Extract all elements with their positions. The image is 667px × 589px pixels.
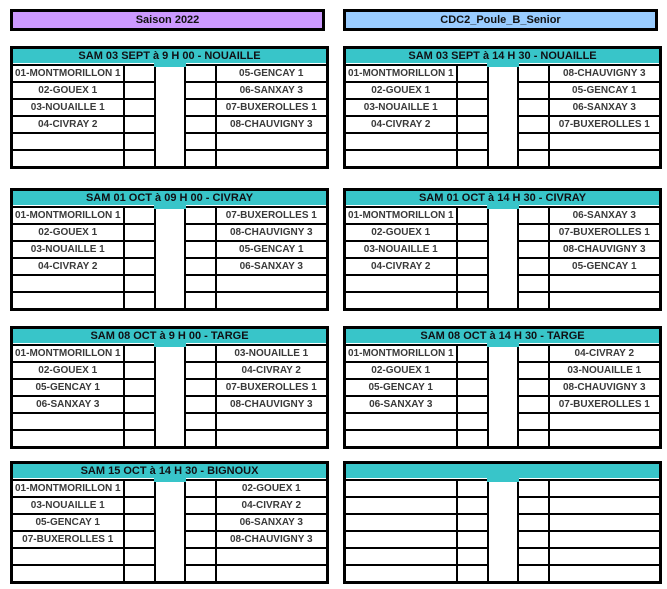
score-cell bbox=[457, 82, 488, 99]
team-cell-left: 01-MONTMORILLON 1 bbox=[345, 345, 457, 362]
team-cell-left: 01-MONTMORILLON 1 bbox=[345, 207, 457, 224]
team-cell-left bbox=[12, 548, 124, 565]
score-cell bbox=[185, 430, 216, 448]
team-cell-left: 07-BUXEROLLES 1 bbox=[12, 531, 124, 548]
team-cell-left: 01-MONTMORILLON 1 bbox=[345, 65, 457, 82]
team-cell-left bbox=[345, 548, 457, 565]
score-cell bbox=[185, 531, 216, 548]
team-cell-left bbox=[345, 531, 457, 548]
middle-spacer-cell bbox=[155, 207, 185, 310]
score-cell bbox=[124, 430, 155, 448]
team-cell-left bbox=[345, 133, 457, 150]
score-cell bbox=[185, 224, 216, 241]
score-cell bbox=[518, 241, 549, 258]
team-cell-left: 03-NOUAILLE 1 bbox=[12, 99, 124, 116]
score-cell bbox=[124, 150, 155, 168]
score-cell bbox=[185, 150, 216, 168]
score-cell bbox=[185, 116, 216, 133]
team-cell-right: 07-BUXEROLLES 1 bbox=[549, 396, 661, 413]
team-cell-right bbox=[549, 480, 661, 497]
score-cell bbox=[185, 548, 216, 565]
team-cell-right: 03-NOUAILLE 1 bbox=[216, 345, 328, 362]
score-cell bbox=[457, 379, 488, 396]
score-cell bbox=[457, 514, 488, 531]
score-cell bbox=[457, 396, 488, 413]
middle-spacer-cell bbox=[488, 207, 518, 310]
team-cell-left: 04-CIVRAY 2 bbox=[12, 116, 124, 133]
match-row bbox=[345, 480, 661, 497]
score-cell bbox=[518, 548, 549, 565]
team-cell-left bbox=[12, 430, 124, 448]
team-cell-left: 03-NOUAILLE 1 bbox=[345, 241, 457, 258]
score-cell bbox=[518, 258, 549, 275]
team-cell-right: 08-CHAUVIGNY 3 bbox=[216, 224, 328, 241]
score-cell bbox=[457, 430, 488, 448]
score-cell bbox=[457, 497, 488, 514]
team-cell-left: 03-NOUAILLE 1 bbox=[12, 497, 124, 514]
score-cell bbox=[518, 224, 549, 241]
score-cell bbox=[124, 480, 155, 497]
team-cell-right bbox=[216, 565, 328, 583]
score-cell bbox=[518, 514, 549, 531]
middle-spacer-cell bbox=[155, 65, 185, 168]
score-cell bbox=[518, 430, 549, 448]
score-cell bbox=[518, 292, 549, 310]
match-block bbox=[343, 46, 662, 169]
score-cell bbox=[185, 99, 216, 116]
score-cell bbox=[124, 565, 155, 583]
score-cell bbox=[185, 82, 216, 99]
team-cell-right bbox=[216, 430, 328, 448]
score-cell bbox=[185, 133, 216, 150]
team-cell-right: 06-SANXAY 3 bbox=[216, 514, 328, 531]
score-cell bbox=[124, 133, 155, 150]
team-cell-left bbox=[345, 150, 457, 168]
team-cell-left: 01-MONTMORILLON 1 bbox=[12, 207, 124, 224]
team-cell-right: 08-CHAUVIGNY 3 bbox=[216, 396, 328, 413]
team-cell-left bbox=[12, 133, 124, 150]
match-row bbox=[12, 207, 328, 224]
season-title-bar: Saison 2022 bbox=[10, 9, 325, 31]
team-cell-left bbox=[12, 413, 124, 430]
score-cell bbox=[185, 362, 216, 379]
team-cell-right bbox=[549, 292, 661, 310]
score-cell bbox=[124, 345, 155, 362]
block-header: SAM 01 OCT à 09 H 00 - CIVRAY bbox=[12, 190, 328, 208]
score-cell bbox=[124, 548, 155, 565]
score-cell bbox=[124, 99, 155, 116]
score-cell bbox=[457, 275, 488, 292]
team-cell-left: 06-SANXAY 3 bbox=[345, 396, 457, 413]
team-cell-right: 04-CIVRAY 2 bbox=[216, 362, 328, 379]
team-cell-right bbox=[549, 531, 661, 548]
score-cell bbox=[457, 99, 488, 116]
team-cell-right bbox=[549, 133, 661, 150]
score-cell bbox=[185, 396, 216, 413]
block-header: SAM 03 SEPT à 14 H 30 - NOUAILLE bbox=[345, 48, 661, 66]
score-cell bbox=[185, 514, 216, 531]
score-cell bbox=[457, 150, 488, 168]
team-cell-right: 06-SANXAY 3 bbox=[216, 82, 328, 99]
score-cell bbox=[518, 207, 549, 224]
score-cell bbox=[185, 207, 216, 224]
score-cell bbox=[457, 207, 488, 224]
score-cell bbox=[124, 396, 155, 413]
team-cell-right: 08-CHAUVIGNY 3 bbox=[549, 241, 661, 258]
score-cell bbox=[457, 292, 488, 310]
match-block bbox=[10, 461, 329, 584]
score-cell bbox=[124, 82, 155, 99]
team-cell-left: 04-CIVRAY 2 bbox=[345, 116, 457, 133]
score-cell bbox=[124, 379, 155, 396]
team-cell-right: 08-CHAUVIGNY 3 bbox=[549, 379, 661, 396]
block-header: SAM 08 OCT à 14 H 30 - TARGE bbox=[345, 328, 661, 346]
team-cell-right bbox=[549, 430, 661, 448]
team-cell-right bbox=[216, 292, 328, 310]
team-cell-left bbox=[345, 514, 457, 531]
team-cell-right: 07-BUXEROLLES 1 bbox=[549, 116, 661, 133]
team-cell-left bbox=[345, 413, 457, 430]
match-block bbox=[10, 46, 329, 169]
score-cell bbox=[457, 565, 488, 583]
score-cell bbox=[518, 116, 549, 133]
team-cell-left bbox=[345, 497, 457, 514]
team-cell-left: 04-CIVRAY 2 bbox=[12, 258, 124, 275]
score-cell bbox=[185, 480, 216, 497]
team-cell-left bbox=[12, 275, 124, 292]
team-cell-right bbox=[549, 150, 661, 168]
score-cell bbox=[457, 65, 488, 82]
team-cell-right bbox=[216, 275, 328, 292]
score-cell bbox=[457, 548, 488, 565]
score-cell bbox=[518, 396, 549, 413]
block-header: SAM 15 OCT à 14 H 30 - BIGNOUX bbox=[12, 463, 328, 481]
score-cell bbox=[185, 497, 216, 514]
score-cell bbox=[185, 241, 216, 258]
team-cell-right bbox=[216, 413, 328, 430]
score-cell bbox=[518, 345, 549, 362]
score-cell bbox=[185, 413, 216, 430]
middle-spacer-cell bbox=[488, 345, 518, 448]
team-cell-left: 05-GENCAY 1 bbox=[12, 514, 124, 531]
match-block bbox=[10, 188, 329, 311]
match-row bbox=[345, 345, 661, 362]
team-cell-right bbox=[216, 548, 328, 565]
team-cell-left: 02-GOUEX 1 bbox=[12, 224, 124, 241]
match-row bbox=[345, 65, 661, 82]
score-cell bbox=[518, 497, 549, 514]
team-cell-left: 02-GOUEX 1 bbox=[345, 224, 457, 241]
team-cell-right bbox=[549, 565, 661, 583]
match-row bbox=[12, 345, 328, 362]
score-cell bbox=[124, 224, 155, 241]
match-row bbox=[345, 207, 661, 224]
score-cell bbox=[518, 565, 549, 583]
team-cell-right: 07-BUXEROLLES 1 bbox=[216, 379, 328, 396]
team-cell-left bbox=[345, 480, 457, 497]
team-cell-left: 02-GOUEX 1 bbox=[345, 82, 457, 99]
score-cell bbox=[457, 116, 488, 133]
score-cell bbox=[124, 514, 155, 531]
score-cell bbox=[124, 497, 155, 514]
score-cell bbox=[185, 565, 216, 583]
score-cell bbox=[457, 531, 488, 548]
team-cell-right: 05-GENCAY 1 bbox=[549, 258, 661, 275]
team-cell-right: 03-NOUAILLE 1 bbox=[549, 362, 661, 379]
score-cell bbox=[124, 275, 155, 292]
score-cell bbox=[185, 379, 216, 396]
team-cell-right bbox=[549, 548, 661, 565]
score-cell bbox=[185, 65, 216, 82]
team-cell-left bbox=[12, 565, 124, 583]
block-header: SAM 03 SEPT à 9 H 00 - NOUAILLE bbox=[12, 48, 328, 66]
team-cell-left: 03-NOUAILLE 1 bbox=[12, 241, 124, 258]
score-cell bbox=[185, 258, 216, 275]
match-block bbox=[343, 326, 662, 449]
score-cell bbox=[124, 413, 155, 430]
score-cell bbox=[185, 292, 216, 310]
team-cell-left: 01-MONTMORILLON 1 bbox=[12, 345, 124, 362]
score-cell bbox=[457, 480, 488, 497]
team-cell-right: 04-CIVRAY 2 bbox=[549, 345, 661, 362]
middle-spacer-cell bbox=[155, 345, 185, 448]
team-cell-left: 04-CIVRAY 2 bbox=[345, 258, 457, 275]
match-row bbox=[12, 65, 328, 82]
score-cell bbox=[124, 292, 155, 310]
pool-title-bar: CDC2_Poule_B_Senior bbox=[343, 9, 658, 31]
score-cell bbox=[457, 413, 488, 430]
team-cell-left bbox=[345, 275, 457, 292]
middle-spacer-cell bbox=[488, 480, 518, 583]
score-cell bbox=[457, 362, 488, 379]
score-cell bbox=[518, 379, 549, 396]
team-cell-right: 06-SANXAY 3 bbox=[549, 99, 661, 116]
team-cell-right bbox=[216, 133, 328, 150]
score-cell bbox=[457, 345, 488, 362]
score-cell bbox=[518, 133, 549, 150]
team-cell-left bbox=[345, 292, 457, 310]
team-cell-left: 01-MONTMORILLON 1 bbox=[12, 480, 124, 497]
score-cell bbox=[518, 413, 549, 430]
score-cell bbox=[457, 258, 488, 275]
score-cell bbox=[518, 99, 549, 116]
team-cell-right: 06-SANXAY 3 bbox=[216, 258, 328, 275]
team-cell-right: 04-CIVRAY 2 bbox=[216, 497, 328, 514]
team-cell-right bbox=[216, 150, 328, 168]
team-cell-right: 07-BUXEROLLES 1 bbox=[216, 207, 328, 224]
team-cell-left: 06-SANXAY 3 bbox=[12, 396, 124, 413]
score-cell bbox=[124, 258, 155, 275]
score-cell bbox=[518, 480, 549, 497]
score-cell bbox=[124, 241, 155, 258]
score-cell bbox=[518, 531, 549, 548]
team-cell-left bbox=[12, 292, 124, 310]
team-cell-right: 07-BUXEROLLES 1 bbox=[549, 224, 661, 241]
team-cell-left: 02-GOUEX 1 bbox=[12, 362, 124, 379]
team-cell-left bbox=[345, 565, 457, 583]
team-cell-right bbox=[549, 413, 661, 430]
block-header bbox=[345, 463, 661, 481]
middle-spacer-cell bbox=[488, 65, 518, 168]
team-cell-left: 02-GOUEX 1 bbox=[12, 82, 124, 99]
middle-spacer-cell bbox=[155, 480, 185, 583]
team-cell-left: 05-GENCAY 1 bbox=[12, 379, 124, 396]
team-cell-left bbox=[345, 430, 457, 448]
team-cell-left: 02-GOUEX 1 bbox=[345, 362, 457, 379]
score-cell bbox=[124, 65, 155, 82]
team-cell-right: 08-CHAUVIGNY 3 bbox=[549, 65, 661, 82]
team-cell-left: 03-NOUAILLE 1 bbox=[345, 99, 457, 116]
score-cell bbox=[185, 275, 216, 292]
score-cell bbox=[518, 82, 549, 99]
team-cell-right bbox=[549, 497, 661, 514]
score-cell bbox=[457, 224, 488, 241]
team-cell-left: 01-MONTMORILLON 1 bbox=[12, 65, 124, 82]
team-cell-left bbox=[12, 150, 124, 168]
score-cell bbox=[518, 362, 549, 379]
score-cell bbox=[457, 133, 488, 150]
score-cell bbox=[124, 116, 155, 133]
team-cell-right: 05-GENCAY 1 bbox=[216, 241, 328, 258]
score-cell bbox=[457, 241, 488, 258]
team-cell-right bbox=[549, 514, 661, 531]
team-cell-right: 08-CHAUVIGNY 3 bbox=[216, 531, 328, 548]
match-row bbox=[12, 480, 328, 497]
team-cell-right: 06-SANXAY 3 bbox=[549, 207, 661, 224]
team-cell-right: 07-BUXEROLLES 1 bbox=[216, 99, 328, 116]
team-cell-left: 05-GENCAY 1 bbox=[345, 379, 457, 396]
match-block bbox=[343, 461, 662, 584]
block-header: SAM 08 OCT à 9 H 00 - TARGE bbox=[12, 328, 328, 346]
block-header: SAM 01 OCT à 14 H 30 - CIVRAY bbox=[345, 190, 661, 208]
team-cell-right: 08-CHAUVIGNY 3 bbox=[216, 116, 328, 133]
score-cell bbox=[124, 531, 155, 548]
team-cell-right bbox=[549, 275, 661, 292]
team-cell-right: 05-GENCAY 1 bbox=[216, 65, 328, 82]
score-cell bbox=[518, 150, 549, 168]
score-cell bbox=[518, 275, 549, 292]
match-block bbox=[10, 326, 329, 449]
team-cell-right: 05-GENCAY 1 bbox=[549, 82, 661, 99]
score-cell bbox=[124, 362, 155, 379]
match-block bbox=[343, 188, 662, 311]
score-cell bbox=[185, 345, 216, 362]
team-cell-right: 02-GOUEX 1 bbox=[216, 480, 328, 497]
score-cell bbox=[124, 207, 155, 224]
score-cell bbox=[518, 65, 549, 82]
